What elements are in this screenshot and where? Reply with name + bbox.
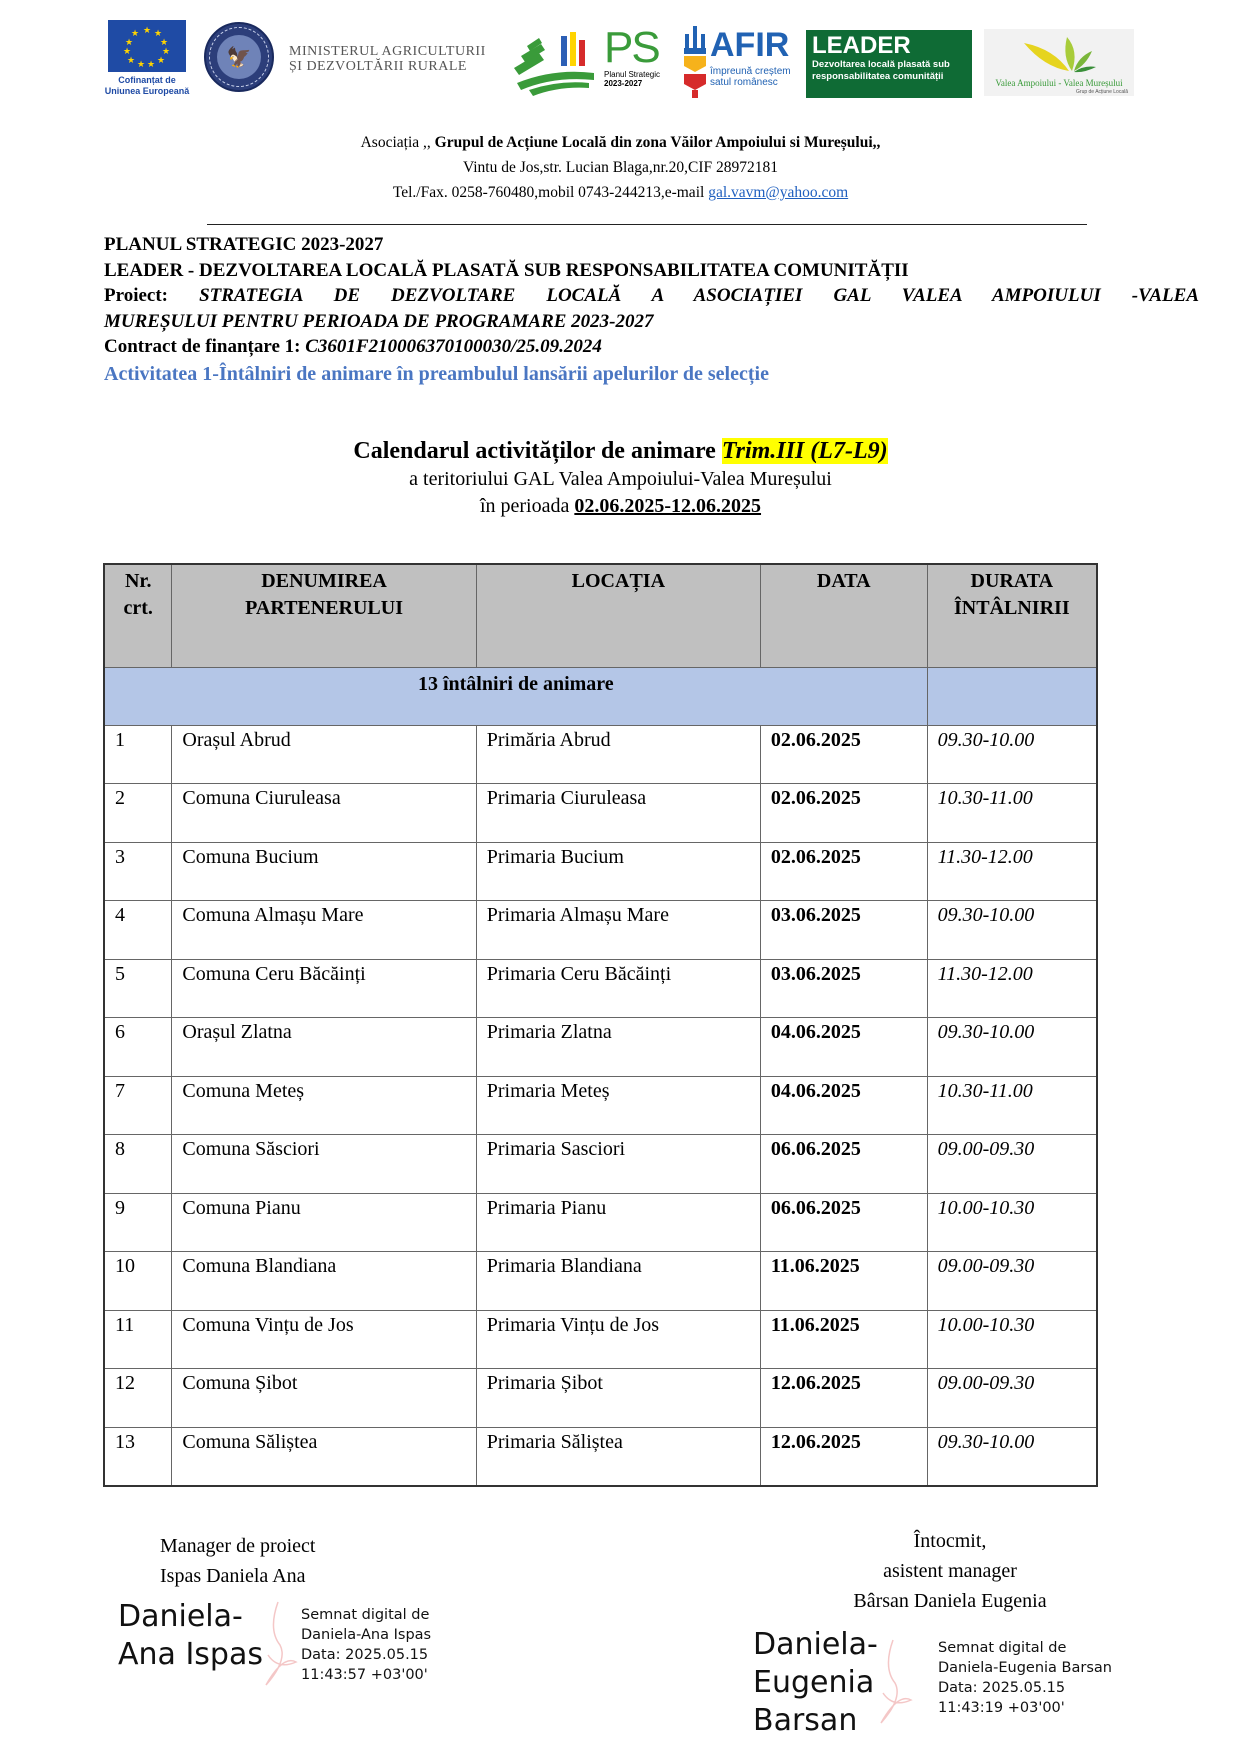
strategic-plan-title: PLANUL STRATEGIC 2023-2027 [104,234,384,255]
cell-nr: 13 [104,1427,172,1486]
leader-title: LEADER - DEZVOLTAREA LOCALĂ PLASATĂ SUB RESPONSABILITATEA COMUNITĂȚII [104,259,909,281]
table-row [104,725,1097,784]
cell-date: 04.06.2025 [760,1076,927,1135]
cell-partner: Comuna Săliștea [172,1427,476,1486]
cell-location: Primaria Pianu [476,1193,760,1252]
animation-schedule-table [103,563,1098,1487]
table-row [104,1369,1097,1428]
association-name: Asociația ,, Grupul de Acțiune Locală din zona Văilor Ampoiului si Mureșului,, [360,134,881,151]
gal-valea-ampoiului-logo: Valea Ampoiului - Valea Mureșului Grup de Acțiune Locală [984,29,1134,96]
table-row [104,901,1097,960]
eu-flag-logo [104,20,190,97]
cell-nr: 2 [104,784,172,843]
cell-nr: 10 [104,1252,172,1311]
cell-duration: 11.30-12.00 [927,959,1097,1018]
cell-date: 02.06.2025 [760,842,927,901]
association-header [0,130,1241,205]
association-address: Vintu de Jos,str. Lucian Blaga,nr.20,CIF 28972181 [462,159,779,176]
table-row [104,1252,1097,1311]
activity-title: Activitatea 1-Întâlniri de animare în preambulul lansării apelurilor de selecție [104,362,769,385]
calendar-heading [0,436,1241,520]
eagle-icon: 🦅 [217,35,261,79]
signature-info: Semnat digital de Daniela-Ana Ispas Data: 2025.05.15 11:43:57 +03'00' [301,1607,432,1683]
cell-partner: Comuna Săsciori [172,1135,476,1194]
header-duration: DURATA ÎNTÂLNIRII [927,564,1097,667]
cell-location: Primaria Săliștea [476,1427,760,1486]
cell-date: 04.06.2025 [760,1018,927,1077]
cell-location: Primaria Blandiana [476,1252,760,1311]
calendar-period: în perioada 02.06.2025-12.06.2025 [479,495,762,517]
adobe-signature-icon [258,1600,298,1690]
adobe-signature-icon [873,1628,913,1738]
table-row [104,1193,1097,1252]
leader-logo: LEADER Dezvoltarea locală plasată sub responsabilitatea comunității [806,30,972,98]
cell-location: Primaria Ceru Băcăinți [476,959,760,1018]
project-title-continued: MUREȘULUI PENTRU PERIOADA DE PROGRAMARE 2023-2027 [104,310,654,332]
cell-date: 02.06.2025 [760,725,927,784]
email-link[interactable]: gal.vavm@yahoo.com [708,184,849,201]
cell-date: 11.06.2025 [760,1252,927,1311]
cell-duration: 09.00-09.30 [927,1135,1097,1194]
cell-nr: 5 [104,959,172,1018]
group-label: 13 întâlniri de animare [104,667,927,725]
table-row [104,1135,1097,1194]
calendar-subtitle: a teritoriului GAL Valea Ampoiului-Valea Mureșului [409,468,832,490]
table-group-row [104,667,1097,725]
digital-signature-manager[interactable]: Daniela- Ana Ispas Semnat digital de Daniela-Ana Ispas Data: 2025.05.15 11:43:57 +03'00' [118,1598,263,1674]
leaves-icon [984,29,1134,79]
cell-duration: 09.30-10.00 [927,901,1097,960]
cell-nr: 9 [104,1193,172,1252]
cell-nr: 8 [104,1135,172,1194]
ministry-logo: MINISTERUL AGRICULTURII ȘI DEZVOLTĂRII RURALE [289,44,486,74]
cell-partner: Comuna Bucium [172,842,476,901]
cell-date: 12.06.2025 [760,1369,927,1428]
cell-nr: 11 [104,1310,172,1369]
header-partner: DENUMIREA PARTENERULUI [172,564,476,667]
cell-nr: 4 [104,901,172,960]
afir-logo: AFIR împreună creștem satul românesc [682,26,792,101]
cell-duration: 09.30-10.00 [927,725,1097,784]
header-divider [207,224,1087,225]
cell-location: Primaria Ciuruleasa [476,784,760,843]
planul-strategic-logo: PS Planul Strategic 2023-2027 [604,23,661,88]
cell-location: Primăria Abrud [476,725,760,784]
cell-date: 11.06.2025 [760,1310,927,1369]
logo-strip [104,18,1154,103]
table-row [104,784,1097,843]
cell-partner: Comuna Vințu de Jos [172,1310,476,1369]
cell-location: Primaria Almașu Mare [476,901,760,960]
cell-duration: 10.00-10.30 [927,1310,1097,1369]
romanian-government-seal [204,22,274,92]
cell-date: 03.06.2025 [760,959,927,1018]
cell-partner: Comuna Blandiana [172,1252,476,1311]
cell-date: 06.06.2025 [760,1135,927,1194]
table-row [104,1018,1097,1077]
contract-number: Contract de finanțare 1: C3601F210006370100030/25.09.2024 [104,336,602,357]
prepared-by-label: Întocmit, [913,1530,987,1552]
cell-location: Primaria Vințu de Jos [476,1310,760,1369]
cell-partner: Comuna Pianu [172,1193,476,1252]
cell-partner: Orașul Abrud [172,725,476,784]
cell-duration: 10.00-10.30 [927,1193,1097,1252]
cell-location: Primaria Meteș [476,1076,760,1135]
cell-date: 12.06.2025 [760,1427,927,1486]
cell-duration: 10.30-11.00 [927,1076,1097,1135]
digital-signature-assistant[interactable]: Daniela- Eugenia Barsan Semnat digital de Daniela-Eugenia Barsan Data: 2025.05.15 11:43:19 +03'00' [753,1626,878,1740]
cell-duration: 11.30-12.00 [927,842,1097,901]
manager-role: Manager de proiect [160,1535,316,1557]
cell-partner: Comuna Șibot [172,1369,476,1428]
assistant-role: asistent manager [883,1560,1017,1582]
table-row [104,1427,1097,1486]
table-header-row [104,564,1097,667]
header-location: LOCAȚIA [476,564,760,667]
header-date: DATA [760,564,927,667]
cell-location: Primaria Șibot [476,1369,760,1428]
cell-duration: 09.00-09.30 [927,1252,1097,1311]
cell-nr: 7 [104,1076,172,1135]
cell-partner: Comuna Almașu Mare [172,901,476,960]
quarter-highlight: Trim.III (L7-L9) [721,438,888,464]
cell-location: Primaria Zlatna [476,1018,760,1077]
cell-nr: 1 [104,725,172,784]
table-row [104,1076,1097,1135]
cell-nr: 6 [104,1018,172,1077]
cell-nr: 3 [104,842,172,901]
eu-caption: Cofinanțat de Uniunea Europeană [104,75,190,96]
header-nr: Nr. crt. [104,564,172,667]
cell-date: 03.06.2025 [760,901,927,960]
cell-duration: 09.30-10.00 [927,1018,1097,1077]
cell-partner: Comuna Ceru Băcăinți [172,959,476,1018]
assistant-manager-block [820,1526,1080,1616]
cell-duration: 09.00-09.30 [927,1369,1097,1428]
cell-partner: Comuna Meteș [172,1076,476,1135]
project-title: Proiect: STRATEGIA DE DEZVOLTARE LOCALĂ A ASOCIAȚIEI GAL VALEA AMPOIULUI -VALEA [104,285,1199,306]
group-empty-cell [927,667,1097,725]
association-contact: Tel./Fax. 0258-760480,mobil 0743-244213,e-mail gal.vavm@yahoo.com [392,184,849,201]
cell-duration: 10.30-11.00 [927,784,1097,843]
signature-info: Semnat digital de Daniela-Eugenia Barsan Data: 2025.05.15 11:43:19 +03'00' [938,1640,1112,1716]
table-row [104,1310,1097,1369]
manager-name: Ispas Daniela Ana [160,1565,306,1587]
cell-location: Primaria Bucium [476,842,760,901]
calendar-title: Calendarul activităților de animare Trim.III (L7-L9) [353,438,888,464]
cell-duration: 09.30-10.00 [927,1427,1097,1486]
table-row [104,959,1097,1018]
cell-date: 06.06.2025 [760,1193,927,1252]
eu-stars-icon: ★ ★ ★ ★ ★ ★ ★ ★ ★ ★ ★ [108,20,186,72]
assistant-name: Bârsan Daniela Eugenia [853,1590,1047,1612]
cell-nr: 12 [104,1369,172,1428]
project-info [104,232,1199,387]
table-row [104,842,1097,901]
cell-location: Primaria Sasciori [476,1135,760,1194]
ps-stripes-icon [509,28,599,98]
afir-emblem-icon [682,26,708,98]
cell-date: 02.06.2025 [760,784,927,843]
cell-partner: Orașul Zlatna [172,1018,476,1077]
cell-partner: Comuna Ciuruleasa [172,784,476,843]
project-manager-block [160,1531,315,1591]
